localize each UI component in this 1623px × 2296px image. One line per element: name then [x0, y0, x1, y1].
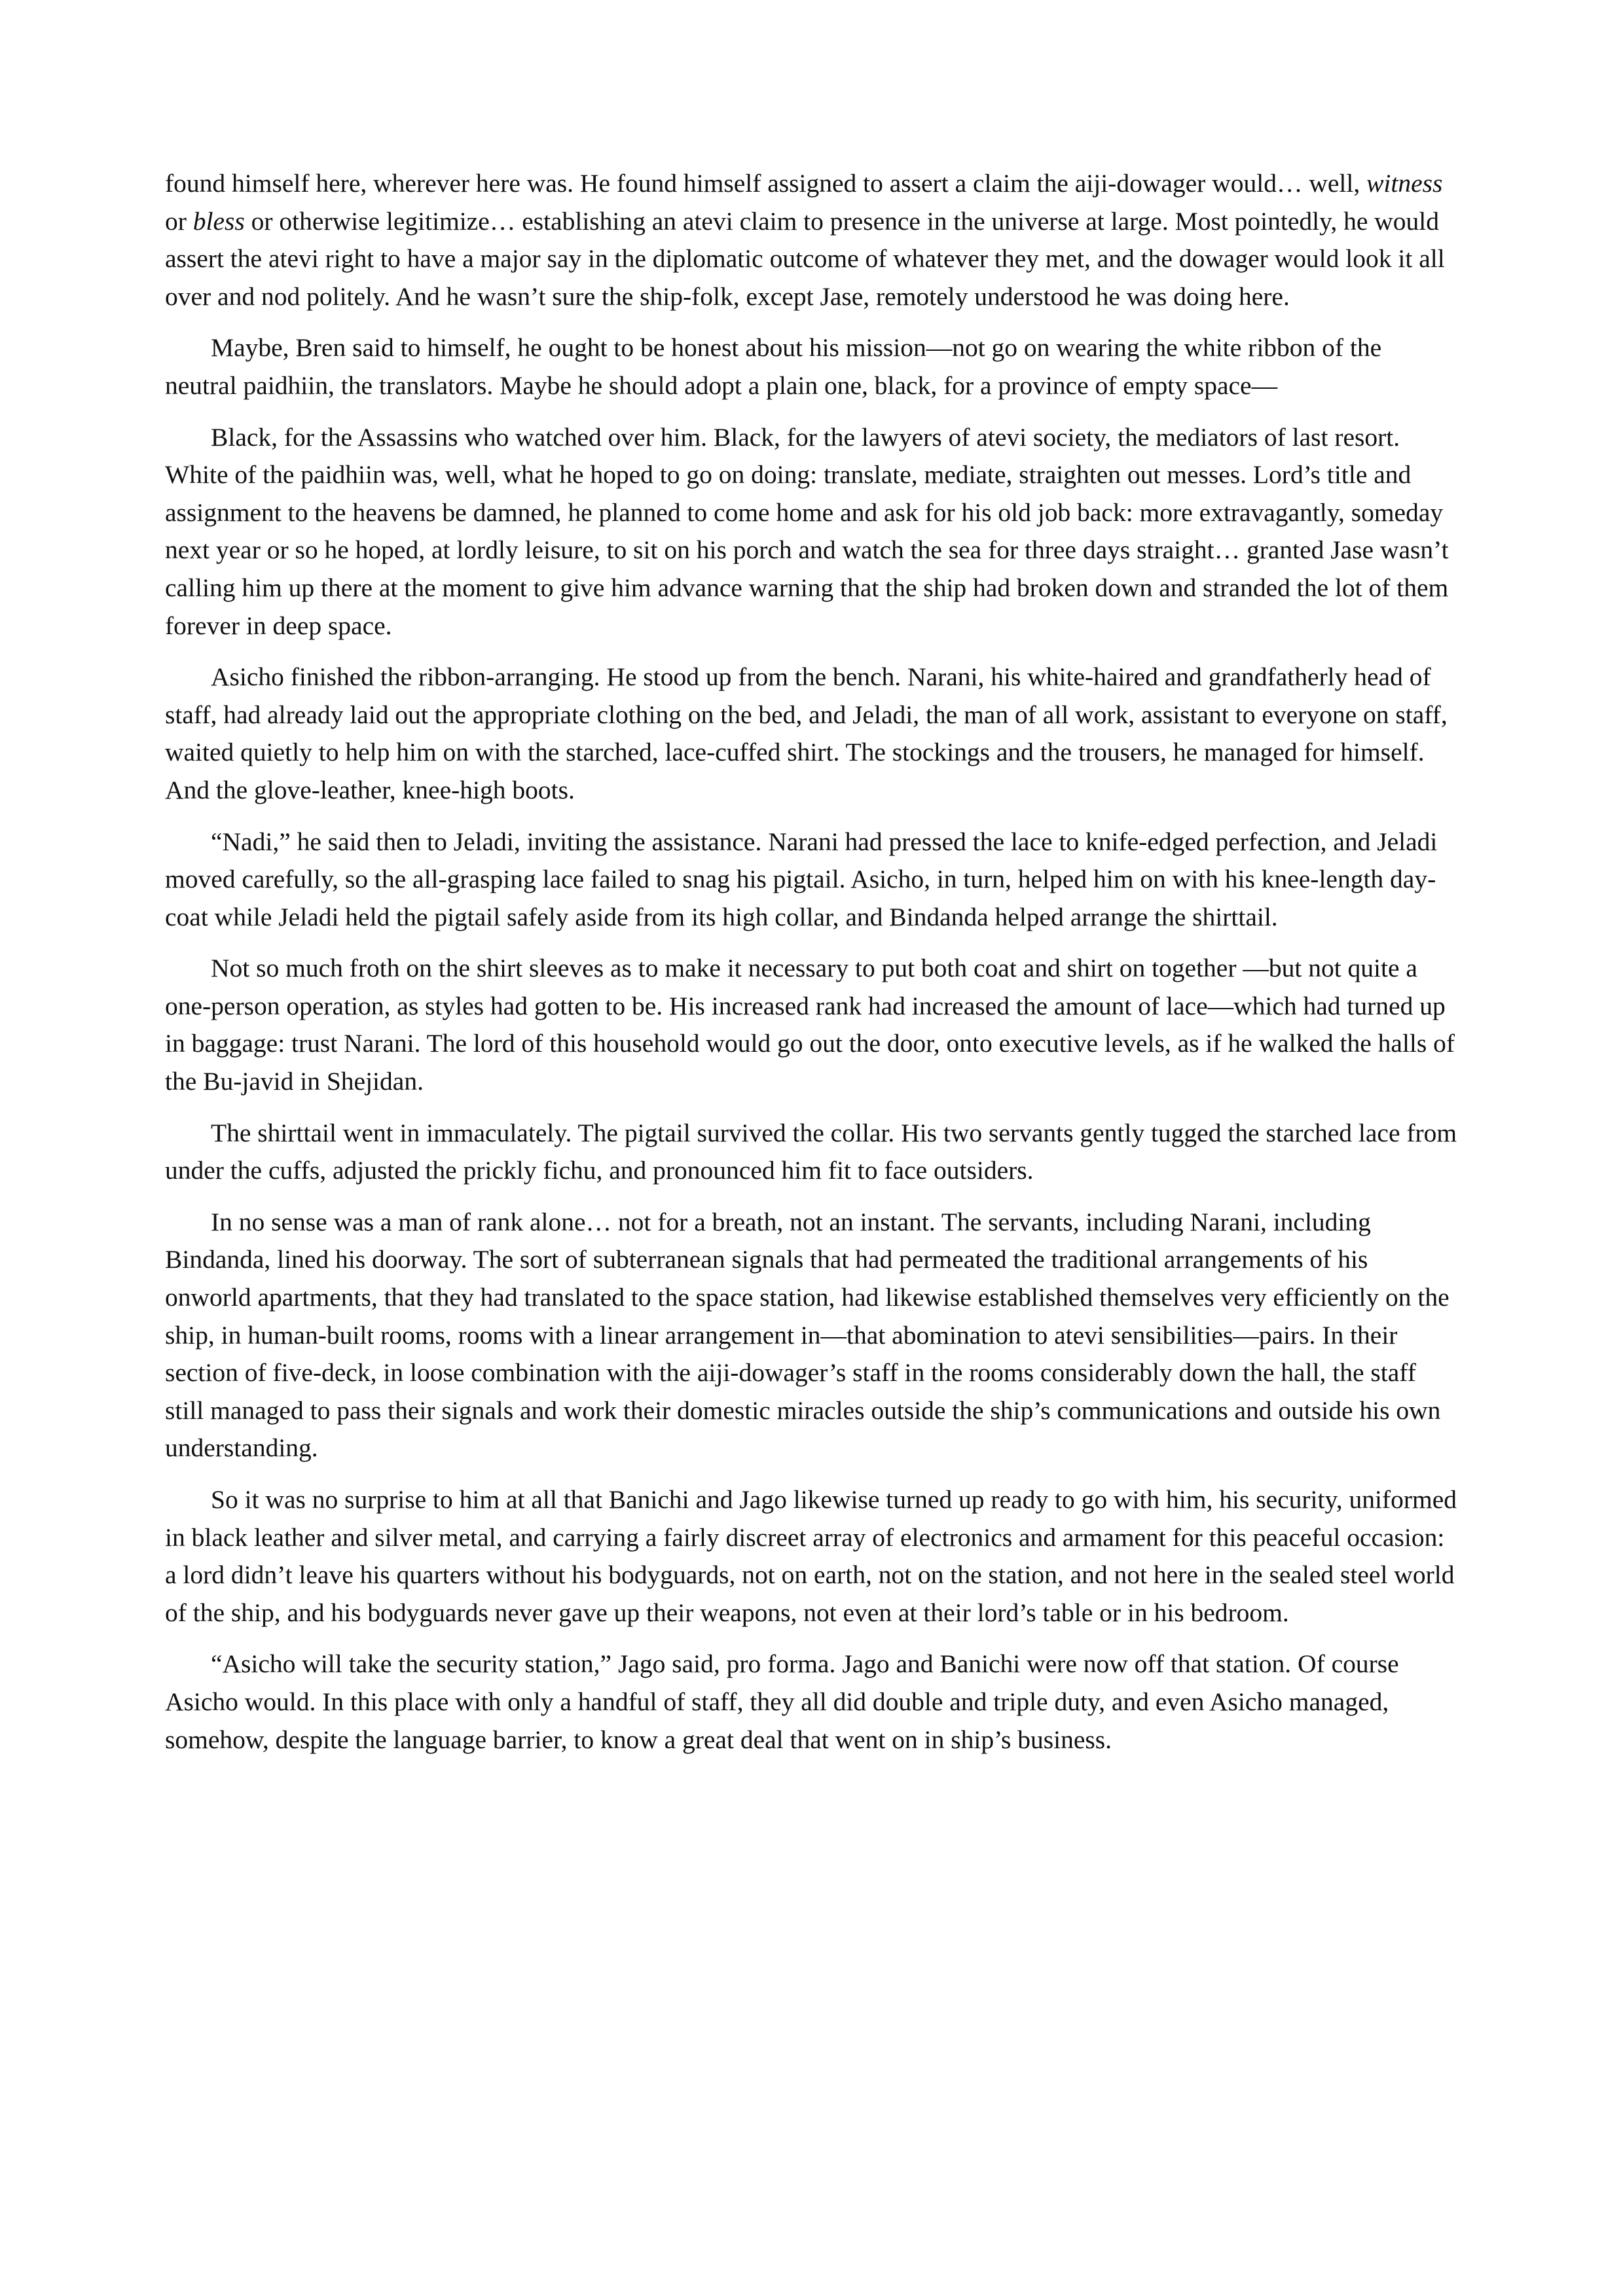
paragraph	[165, 1115, 1458, 1190]
text-segment: or otherwise legitimize… establishing an atevi claim to presence in the universe at large. Most pointedly, he would assert the atevi right to have a major say in the diplomatic outcome of whatever they met, and the dowager would look it all over and nod politely. And he wasn’t sure the ship-folk, except Jase, remotely understood he was doing here.	[165, 206, 1445, 311]
text-segment: or	[165, 206, 193, 236]
text-segment: In no sense was a man of rank alone… not for a breath, not an instant. The servants, including Narani, including Bindanda, lined his doorway. The sort of subterranean signals that had permeated the traditional arrangements of his onworld apartments, that they had translated to the space station, had likewise established themselves very efficiently on the ship, in human-built rooms, rooms with a linear arrangement in—that abomination to atevi sensibilities—pairs. In their section of five-deck, in loose combination with the aiji-dowager’s staff in the rooms considerably down the hall, the staff still managed to pass their signals and work their domestic miracles outside the ship’s communications and outside his own understanding.	[165, 1207, 1450, 1463]
text-segment: found himself here, wherever here was. He found himself assigned to assert a claim the aiji-dowager would… well,	[165, 169, 1367, 198]
paragraph	[165, 950, 1458, 1100]
paragraph	[165, 823, 1458, 937]
text-segment: Asicho finished the ribbon-arranging. He stood up from the bench. Narani, his white-haired and grandfatherly head of staff, had already laid out the appropriate clothing on the bed, and Jeladi, the man of all work, assistant to everyone on staff, waited quietly to help him on with the starched, lace-cuffed shirt. The stockings and the trousers, he managed for himself. And the glove-leather, knee-high boots.	[165, 662, 1448, 804]
paragraph	[165, 329, 1458, 404]
text-segment: Not so much froth on the shirt sleeves as to make it necessary to put both coat and shirt on together —but not quite a one-person operation, as styles had gotten to be. His increased rank had increased the amount of lace—which had turned up in baggage: trust Narani. The lord of this household would go out the door, onto executive levels, as if he walked the halls of the Bu-javid in Shejidan.	[165, 954, 1455, 1096]
text-segment: “Asicho will take the security station,” Jago said, pro forma. Jago and Banichi were now off that station. Of course Asicho would. In this place with only a handful of staff, they all did double and triple duty, and even Asicho managed, somehow, despite the language barrier, to know a great deal that went on in ship’s business.	[165, 1649, 1399, 1754]
paragraph	[165, 165, 1458, 315]
paragraph	[165, 1481, 1458, 1632]
text-segment: The shirttail went in immaculately. The pigtail survived the collar. His two servants gently tugged the starched lace from under the cuffs, adjusted the prickly fichu, and pronounced him fit to face outsiders.	[165, 1118, 1457, 1185]
paragraph	[165, 658, 1458, 809]
text-segment: “Nadi,” he said then to Jeladi, inviting the assistance. Narani had pressed the lace to knife-edged perfection, and Jeladi moved carefully, so the all-grasping lace failed to snag his pigtail. Asicho, in turn, helped him on with his knee-length day-coat while Jeladi held the pigtail safely aside from its high collar, and Bindanda helped arrange the shirttail.	[165, 827, 1438, 931]
document-page	[165, 165, 1458, 1772]
paragraph	[165, 419, 1458, 645]
italic-text-segment: bless	[192, 206, 245, 236]
paragraph	[165, 1645, 1458, 1759]
text-segment: So it was no surprise to him at all that Banichi and Jago likewise turned up ready to go with him, his security, uniformed in black leather and silver metal, and carrying a fairly discreet array of electronics and armament for this peaceful occasion: a lord didn’t leave his quarters without his bodyguards, not on earth, not on the station, and not here in the sealed steel world of the ship, and his bodyguards never gave up their weapons, not even at their lord’s table or in his bedroom.	[165, 1485, 1457, 1627]
text-segment: Black, for the Assassins who watched over him. Black, for the lawyers of atevi society, the mediators of last resort. White of the paidhiin was, well, what he hoped to go on doing: translate, mediate, straighten out messes. Lord’s title and assignment to the heavens be damned, he planned to come home and ask for his old job back: more extravagantly, someday next year or so he hoped, at lordly leisure, to sit on his porch and watch the sea for three days straight… granted Jase wasn’t calling him up there at the moment to give him advance warning that the ship had broken down and stranded the lot of them forever in deep space.	[165, 422, 1449, 640]
paragraph	[165, 1204, 1458, 1467]
italic-text-segment: witness	[1366, 169, 1443, 198]
text-segment: Maybe, Bren said to himself, he ought to be honest about his mission—not go on wearing the white ribbon of the neutral paidhiin, the translators. Maybe he should adopt a plain one, black, for a province of empty space—	[165, 333, 1382, 400]
